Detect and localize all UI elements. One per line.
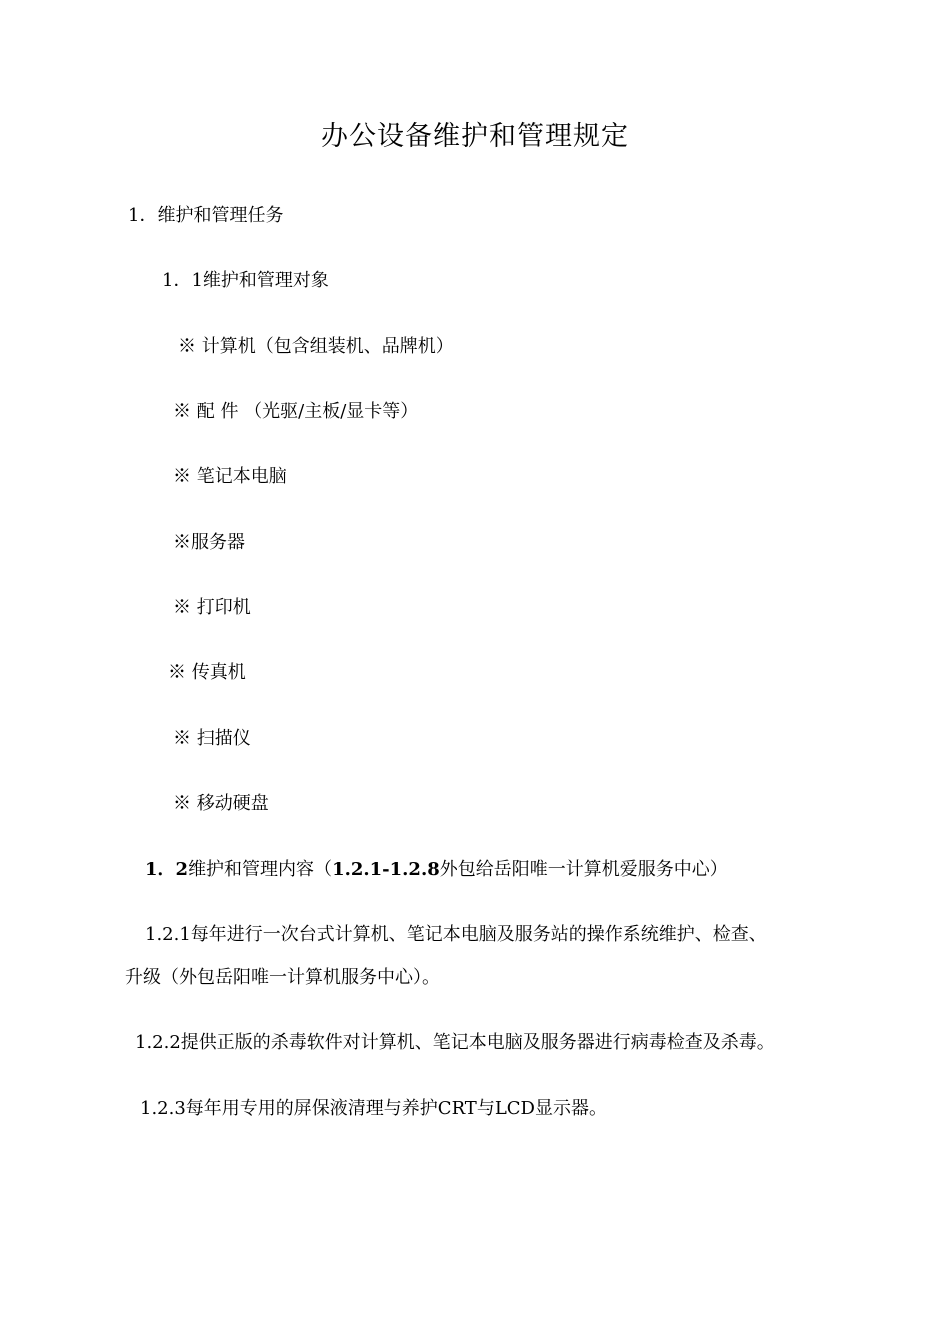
section-1-1-heading: 1．1维护和管理对象 [162,270,329,291]
list-item-scanner: ※ 扫描仪 [173,728,251,749]
section-1-2-number: 1．2 [145,859,189,880]
section-1-2-range: 1.2.1-1.2.8 [332,859,440,880]
paragraph-1-2-1-line2: 升级（外包岳阳唯一计算机服务中心）。 [125,967,440,988]
section-1-2-text-start: 维护和管理内容（ [188,859,333,880]
list-item-server: ※服务器 [173,532,245,553]
list-item-fax: ※ 传真机 [168,662,246,683]
paragraph-1-2-3: 1.2.3每年用专用的屏保液清理与养护CRT与LCD显示器。 [140,1098,607,1119]
paragraph-1-2-1-line1: 1.2.1每年进行一次台式计算机、笔记本电脑及服务站的操作系统维护、检查、 [145,924,767,945]
list-item-portable-drive: ※ 移动硬盘 [173,793,269,814]
document-title: 办公设备维护和管理规定 [321,121,629,152]
section-1-heading: 1．维护和管理任务 [128,205,284,226]
list-item-parts: ※ 配 件 （光驱/主板/显卡等） [173,401,419,422]
list-item-computer: ※ 计算机（包含组装机、品牌机） [178,336,454,357]
section-1-2-text-end: 外包给岳阳唯一计算机爱服务中心） [439,859,728,880]
paragraph-1-2-2: 1.2.2提供正版的杀毒软件对计算机、笔记本电脑及服务器进行病毒检查及杀毒。 [135,1032,775,1053]
list-item-laptop: ※ 笔记本电脑 [173,466,287,487]
list-item-printer: ※ 打印机 [173,597,251,618]
section-1-2-heading [145,858,728,882]
